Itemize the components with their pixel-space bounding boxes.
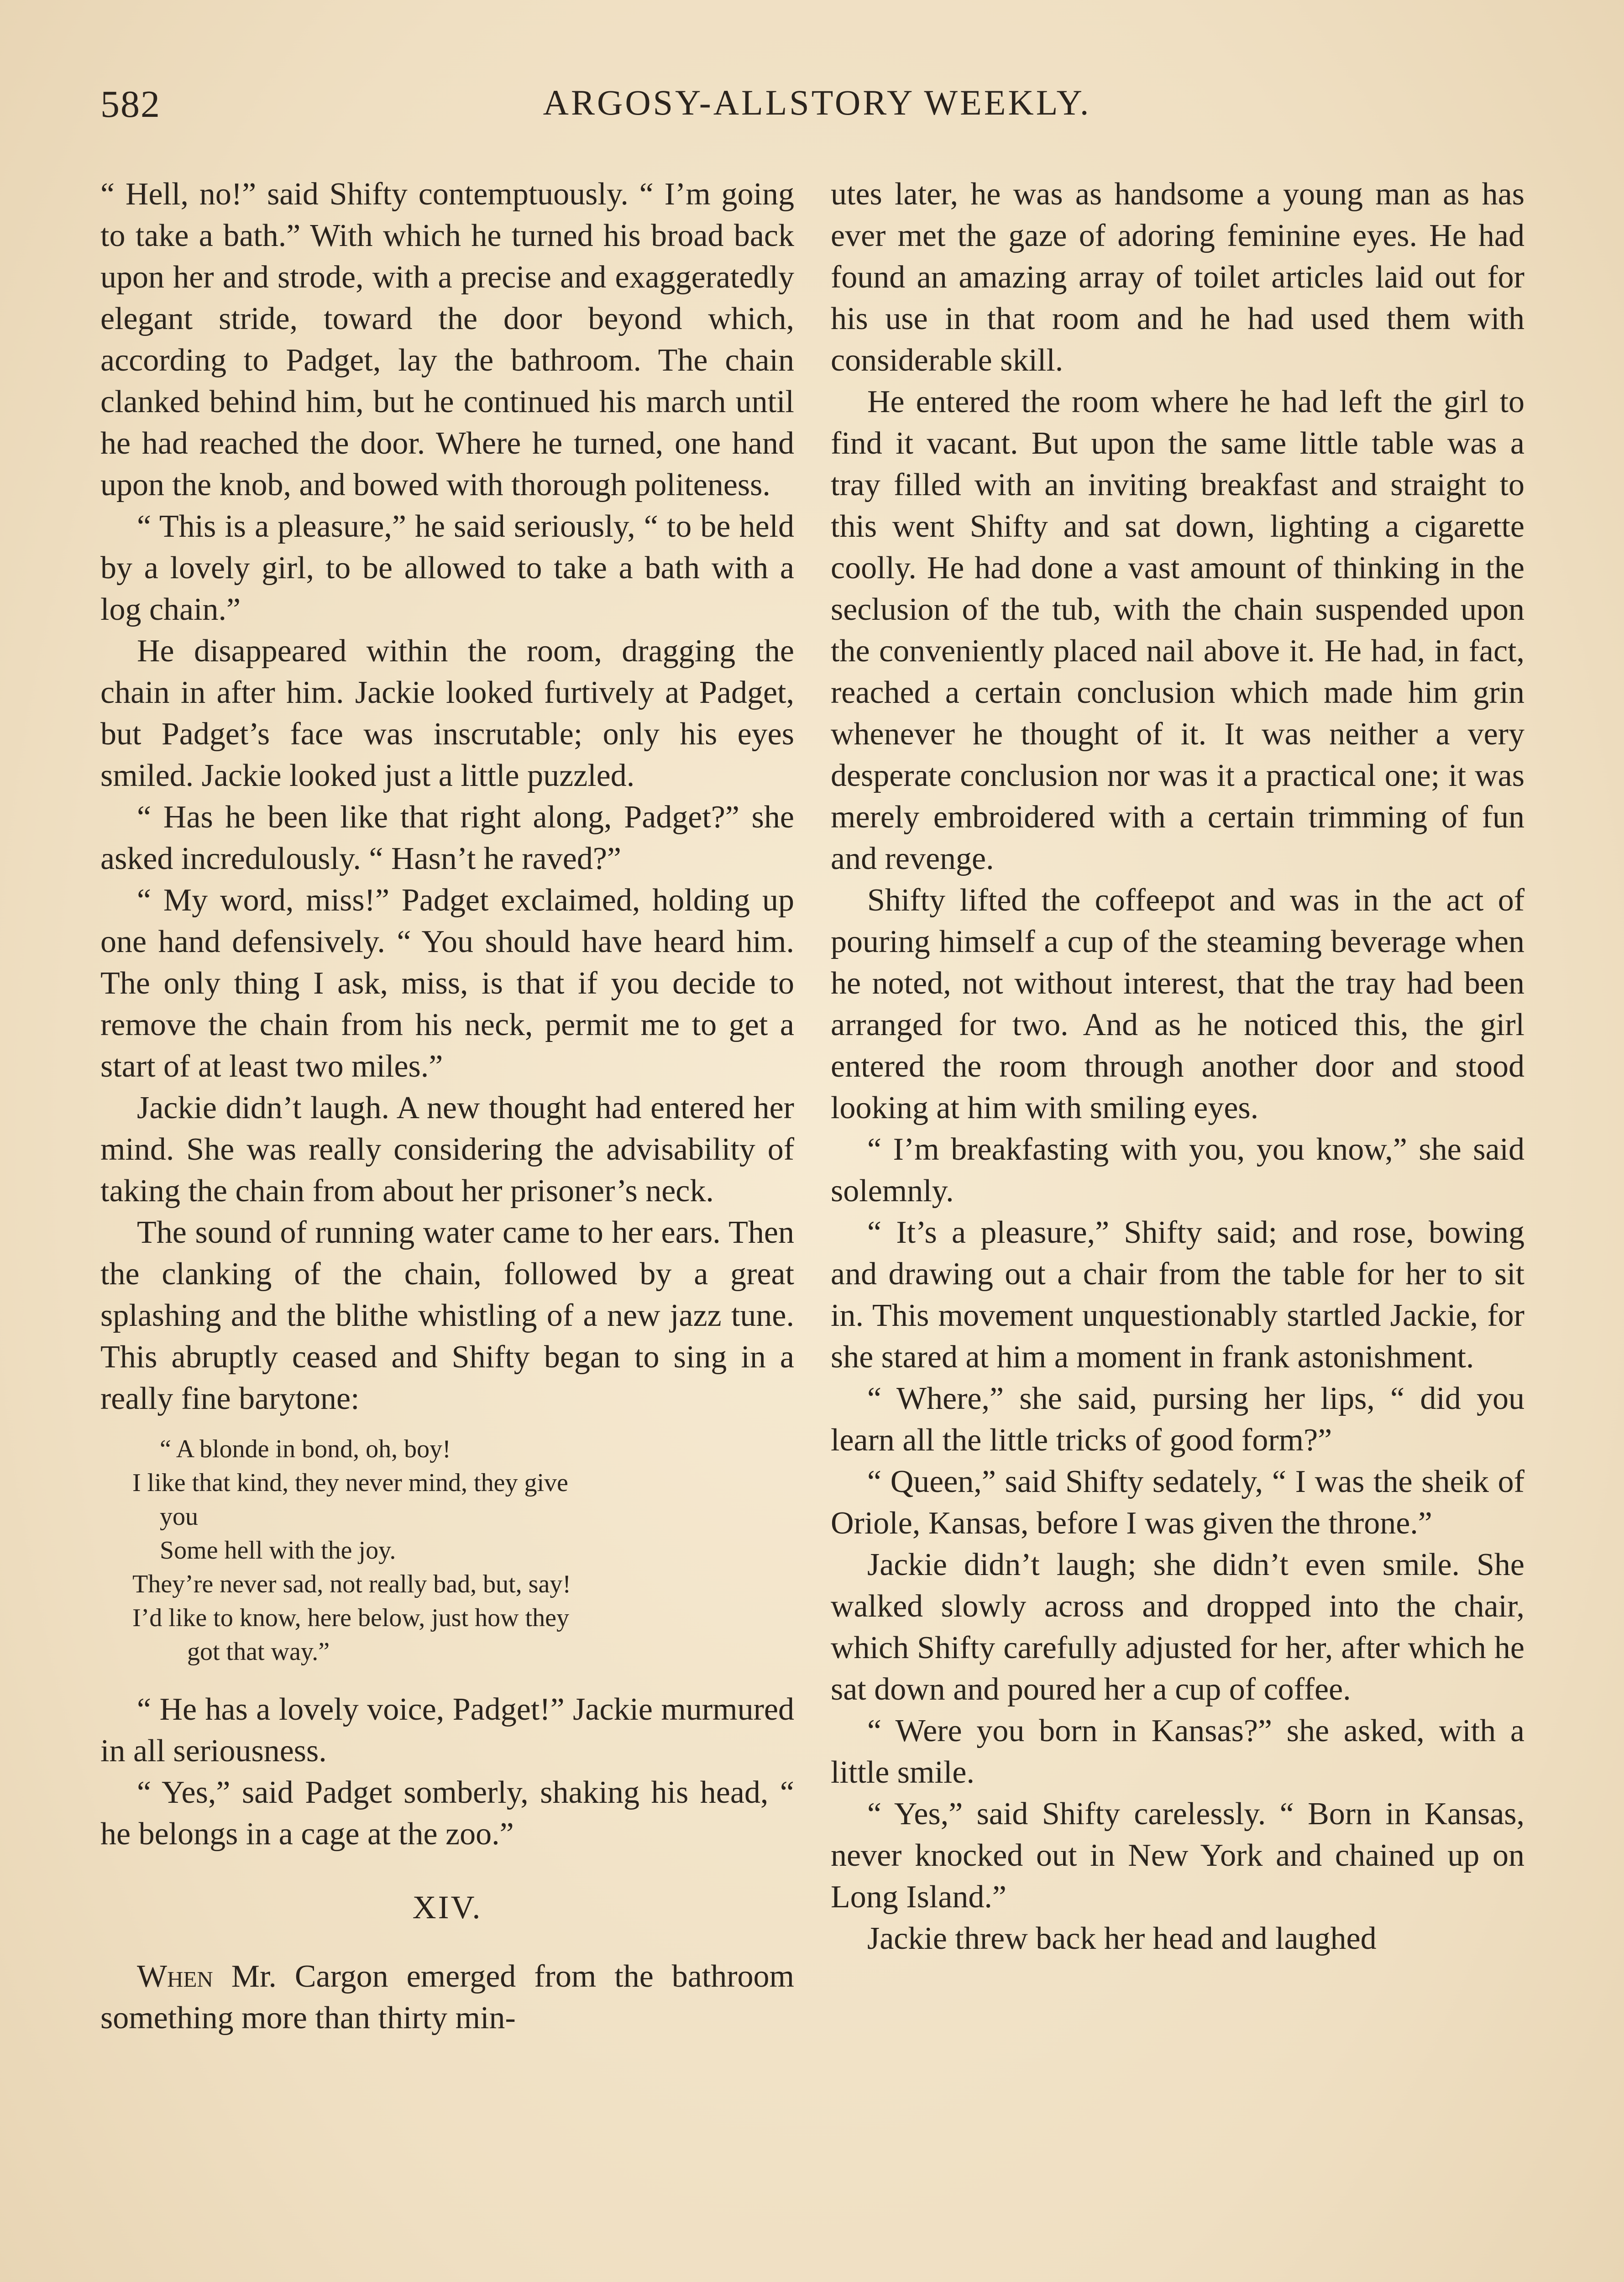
paragraph: Jackie didn’t laugh. A new thought had entered her mind. She was really considering the advisability of taking the chain from about her prisoner’s neck. — [100, 1090, 794, 1209]
chapter-opening-paragraph — [100, 1956, 794, 2039]
paragraph: “ Yes,” said Padget somberly, shaking his head, “ he belongs in a cage at the zoo.” — [100, 1775, 794, 1852]
page-number: 582 — [100, 83, 161, 126]
paragraph: utes later, he was as handsome a young man as has ever met the gaze of adoring feminine eyes. He had found an amazing array of toilet articles laid out for his use in that room and he had used them with considerable skill. — [831, 177, 1524, 378]
paragraph: Jackie didn’t laugh; she didn’t even smile. She walked slowly across and dropped into the chair, which Shifty carefully adjusted for her, after which he sat down and poured her a cup of coffee. — [831, 1547, 1524, 1707]
paragraph: “ Where,” she said, pursing her lips, “ did you learn all the little tricks of good form?” — [831, 1381, 1524, 1458]
paragraph: The sound of running water came to her ears. Then the clanking of the chain, followed by a great splashing and the blithe whistling of a new jazz tune. This abruptly ceased and Shifty began to sing in a really fine barytone: — [100, 1215, 794, 1416]
verse-line: I’d like to know, here below, just how they — [132, 1604, 569, 1632]
paragraph: “ My word, miss!” Padget exclaimed, holding up one hand defensively. “ You should have heard him. The only thing I ask, miss, is that if you decide to remove the chain from his neck, permit me to get a start of at least two miles.” — [100, 883, 794, 1084]
paragraph: “ It’s a pleasure,” Shifty said; and rose, bowing and drawing out a chair from the table for her to sit in. This movement unquestionably startled Jackie, for she stared at him a moment in frank astonishment. — [831, 1215, 1524, 1375]
right-column — [831, 173, 1524, 1959]
paragraph: “ Queen,” said Shifty sedately, “ I was the sheik of Oriole, Kansas, before I was given the throne.” — [831, 1464, 1524, 1541]
verse-line: you — [160, 1502, 198, 1531]
paragraph: Shifty lifted the coffeepot and was in the act of pouring himself a cup of the steaming beverage when he noted, not without interest, that the tray had been arranged for two. And as he noticed this, the girl entered the room through another door and stood looking at him with smiling eyes. — [831, 883, 1524, 1125]
song-verse — [100, 1432, 794, 1669]
verse-line: I like that kind, they never mind, they give — [132, 1469, 568, 1497]
verse-line: Some hell with the joy. — [160, 1536, 396, 1565]
verse-line: “ A blonde in bond, oh, boy! — [160, 1435, 451, 1463]
left-column — [100, 173, 794, 2039]
paragraph: “ Has he been like that right along, Padget?” she asked incredulously. “ Hasn’t he raved?” — [100, 800, 794, 876]
page-header — [100, 82, 1534, 137]
verse-line: got that way.” — [187, 1638, 330, 1666]
verse-line: They’re never sad, not really bad, but, say! — [132, 1570, 571, 1598]
paragraph: “ Yes,” said Shifty carelessly. “ Born in Kansas, never knocked out in New York and chained up on Long Island.” — [831, 1796, 1524, 1915]
paragraph: He disappeared within the room, dragging the chain in after him. Jackie looked furtively at Padget, but Padget’s face was inscrutable; only his eyes smiled. Jackie looked just a little puzzled. — [100, 633, 794, 793]
paragraph: Jackie threw back her head and laughed — [867, 1921, 1377, 1956]
running-title: ARGOSY-ALLSTORY WEEKLY. — [543, 83, 1091, 122]
paragraph: He entered the room where he had left the girl to find it vacant. But upon the same little table was a tray filled with an inviting breakfast and straight to this went Shifty and sat down, lighting a cigarette coolly. He had done a vast amount of thinking in the seclusion of the tub, with the chain suspended upon the conveniently placed nail above it. He had, in fact, reached a certain conclusion which made him grin whenever he thought of it. It was neither a very desperate conclusion nor was it a practical one; it was merely embroidered with a certain trimming of fun and revenge. — [831, 384, 1524, 876]
paragraph: “ I’m breakfasting with you, you know,” she said solemnly. — [831, 1132, 1524, 1209]
paragraph: “ He has a lovely voice, Padget!” Jackie murmured in all seriousness. — [100, 1692, 794, 1769]
paragraph: “ Were you born in Kansas?” she asked, with a little smile. — [831, 1713, 1524, 1790]
paragraph: “ This is a pleasure,” he said seriously, “ to be held by a lovely girl, to be allowed to take a bath with a log chain.” — [100, 509, 794, 627]
chapter-heading: XIV. — [412, 1889, 482, 1926]
chapter-lead-word: When — [137, 1959, 213, 1994]
paragraph: “ Hell, no!” said Shifty contemptuously. “ I’m going to take a bath.” With which he turned his broad back upon her and strode, with a precise and exaggeratedly elegant stride, toward the door beyond which, according to Padget, lay the bathroom. The chain clanked behind him, but he continued his march until he had reached the door. Where he turned, one hand upon the knob, and bowed with thorough politeness. — [100, 177, 794, 502]
chapter-opening-text: Mr. Cargon emerged from the bathroom something more than thirty min- — [100, 1959, 794, 2036]
